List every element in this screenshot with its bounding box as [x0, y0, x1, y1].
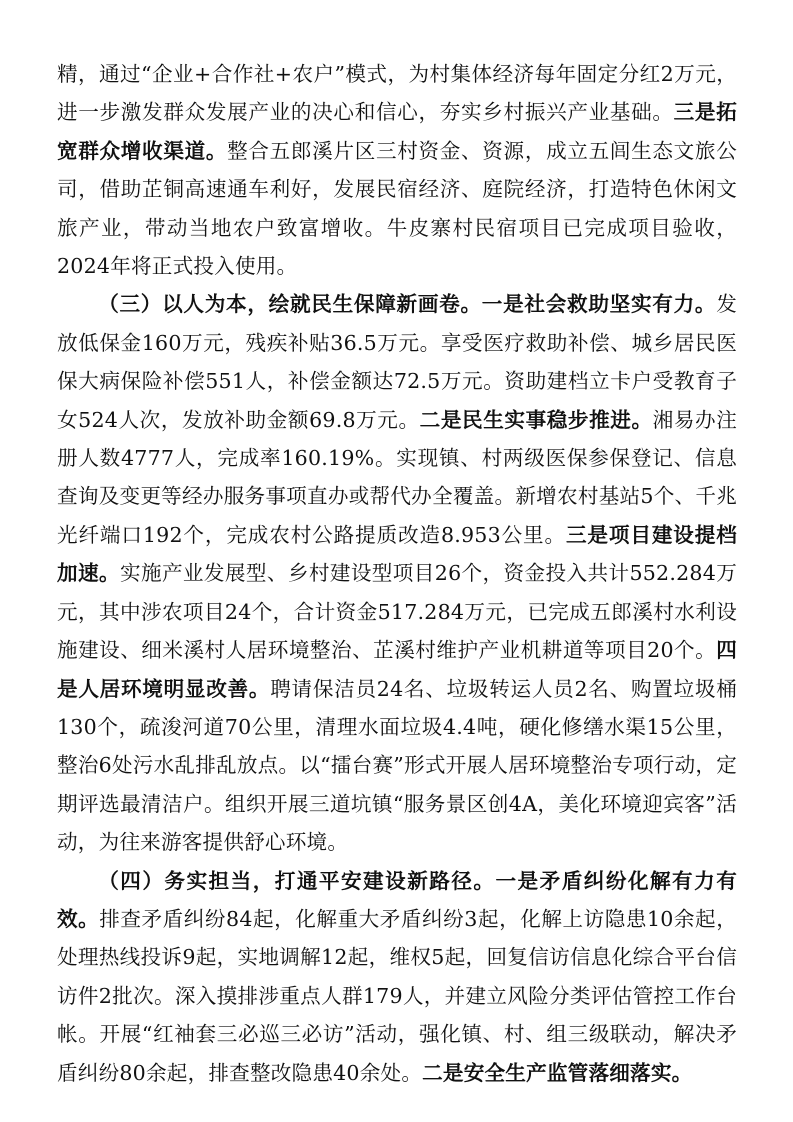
section-heading: （三）以人为本，绘就民生保障新画卷。一是社会救助坚实有力。	[98, 292, 717, 317]
text-run: 实施产业发展型、乡村建设型项目26个，资金投入共计552.284万元，其中涉农项目24个，合计资金517.284万元，已完成五郎溪村水利设施建设、细米溪村人居环境整治、芷溪村维护产业机耕道等项目20个。	[57, 561, 737, 663]
bold-heading-run: 四是人居环境明显改善。	[57, 638, 737, 701]
text-run: 湘易办注册人数4777人，完成率160.19%。实现镇、村两级医保参保登记、信息查询及变更等经办服务事项直办或帮代办全覆盖。新增农村基站5个、千兆光纤端口192个，完成农村公路提质改造8.953公里。	[57, 407, 737, 547]
paragraph-industry-income	[57, 55, 737, 285]
bold-heading-run: 三是拓宽群众增收渠道。	[57, 100, 737, 163]
bold-heading-run: 三是项目建设提档加速。	[57, 522, 737, 586]
text-run: 发放低保金160万元，残疾补贴36.5万元。享受医疗救助补偿、城乡居民医保大病保险补偿551人，补偿金额达72.5万元。资助建档立卡户受教育子女524人次，发放补助金额69.8万元。	[57, 292, 737, 432]
text-run: 精，通过“企业+合作社+农户”模式，为村集体经济每年固定分红2万元，进一步激发群众发展产业的决心和信心，夯实乡村振兴产业基础。	[57, 62, 737, 125]
document-body	[57, 55, 737, 1092]
text-run: 排查矛盾纠纷84起，化解重大矛盾纠纷3起，化解上访隐患10余起，处理热线投诉9起，实地调解12起，维权5起，回复信访信息化综合平台信访件2批次。深入摸排涉重点人群179人，并建立风险分类评估管控工作台帐。开展“红袖套三必巡三必访”活动，强化镇、村、组三级联动，解决矛盾纠纷80余起，排查整改隐患40余处。	[57, 906, 737, 1085]
paragraph-section-three	[57, 285, 737, 861]
bold-heading-run: 二是安全生产监管落细落实。	[422, 1060, 693, 1085]
bold-heading-run: 二是民生实事稳步推进。	[419, 407, 653, 432]
paragraph-section-four	[57, 862, 737, 1092]
section-heading: （四）务实担当，打通平安建设新路径。一是矛盾纠纷化解有力有效。	[57, 868, 737, 931]
text-run: 整合五郎溪片区三村资金、资源，成立五闾生态文旅公司，借助芷铜高速通车利好，发展民宿经济、庭院经济，打造特色休闲文旅产业，带动当地农户致富增收。牛皮寨村民宿项目已完成项目验收，2024年将正式投入使用。	[57, 138, 737, 279]
text-run: 聘请保洁员24名、垃圾转运人员2名、购置垃圾桶130个，疏浚河道70公里，清理水面垃圾4.4吨，硬化修缮水渠15公里，整治6处污水乱排乱放点。以“擂台赛”形式开展人居环境整治专项行动，定期评选最清洁户。组织开展三道坑镇“服务景区创4A，美化环境迎宾客”活动，为往来游客提供舒心环境。	[57, 676, 738, 855]
